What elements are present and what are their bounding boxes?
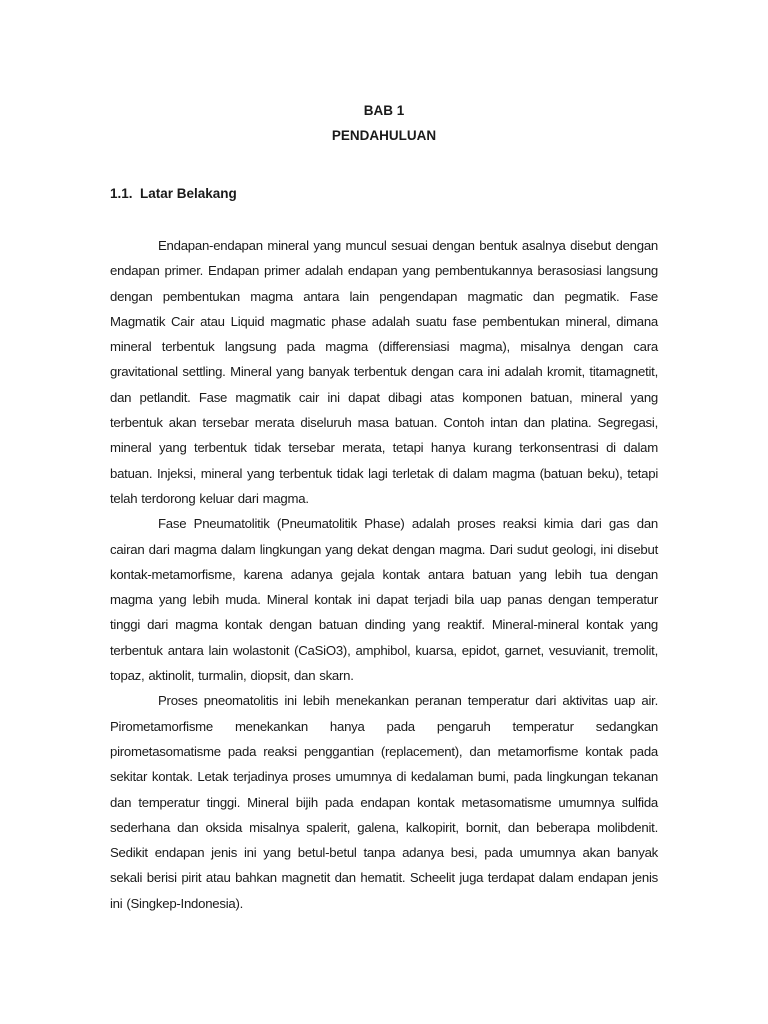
paragraph: Fase Pneumatolitik (Pneumatolitik Phase) adalah proses reaksi kimia dari gas dan cairan dari magma dalam lingkungan yang dekat dengan magma. Dari sudut geologi, ini disebut kontak-metamorfisme, karena adanya gejala kontak antara batuan yang lebih tua dengan magma yang lebih muda. Mineral kontak ini dapat terjadi bila uap panas dengan temperatur tinggi dari magma kontak dengan batuan dinding yang reaktif. Mineral-mineral kontak yang terbentuk antara lain wolastonit (CaSiO3), amphibol, kuarsa, epidot, garnet, vesuvianit, tremolit, topaz, aktinolit, turmalin, diopsit, dan skarn. [110, 516, 658, 684]
paragraph: Endapan-endapan mineral yang muncul sesuai dengan bentuk asalnya disebut dengan endapan primer. Endapan primer adalah endapan yang pembentukannya berasosiasi langsung dengan pembentukan magma antara lain pengendapan magmatic dan pegmatik. Fase Magmatik Cair atau Liquid magmatic phase adalah suatu fase pembentukan mineral, dimana mineral terbentuk langsung pada magma (differensiasi magma), misalnya dengan cara gravitational settling. Mineral yang banyak terbentuk dengan cara ini adalah kromit, titamagnetit, dan petlandit. Fase magmatik cair ini dapat dibagi atas komponen batuan, mineral yang terbentuk akan tersebar merata diseluruh masa batuan. Contoh intan dan platina. Segregasi, mineral yang terbentuk tidak tersebar merata, tetapi hanya kurang terkonsentrasi di dalam batuan. Injeksi, mineral yang terbentuk tidak lagi terletak di dalam magma (batuan beku), tetapi telah terdorong keluar dari magma. [110, 238, 658, 506]
section-number: 1.1. [110, 186, 133, 201]
chapter-label: BAB 1 [363, 103, 405, 118]
section-title: Latar Belakang [140, 186, 237, 201]
paragraph: Proses pneomatolitis ini lebih menekankan peranan temperatur dari aktivitas uap air. Pirometamorfisme menekankan hanya pada pengaruh temperatur sedangkan pirometasomatisme pada reaksi penggantian (replacement), dan metamorfisme kontak pada sekitar kontak. Letak terjadinya proses umumnya di kedalaman bumi, pada lingkungan tekanan dan temperatur tinggi. Mineral bijih pada endapan kontak metasomatisme umumnya sulfida sederhana dan oksida misalnya spalerit, galena, kalkopirit, bornit, dan beberapa molibdenit. Sedikit endapan jenis ini yang betul-betul tanpa adanya besi, pada umumnya akan banyak sekali berisi pirit atau bahkan magnetit dan hematit. Scheelit juga terdapat dalam endapan jenis ini (Singkep-Indonesia). [110, 693, 658, 911]
section-heading [110, 183, 658, 205]
chapter-title: PENDAHULUAN [331, 128, 437, 143]
document-page [110, 98, 658, 916]
body-text [110, 233, 658, 916]
